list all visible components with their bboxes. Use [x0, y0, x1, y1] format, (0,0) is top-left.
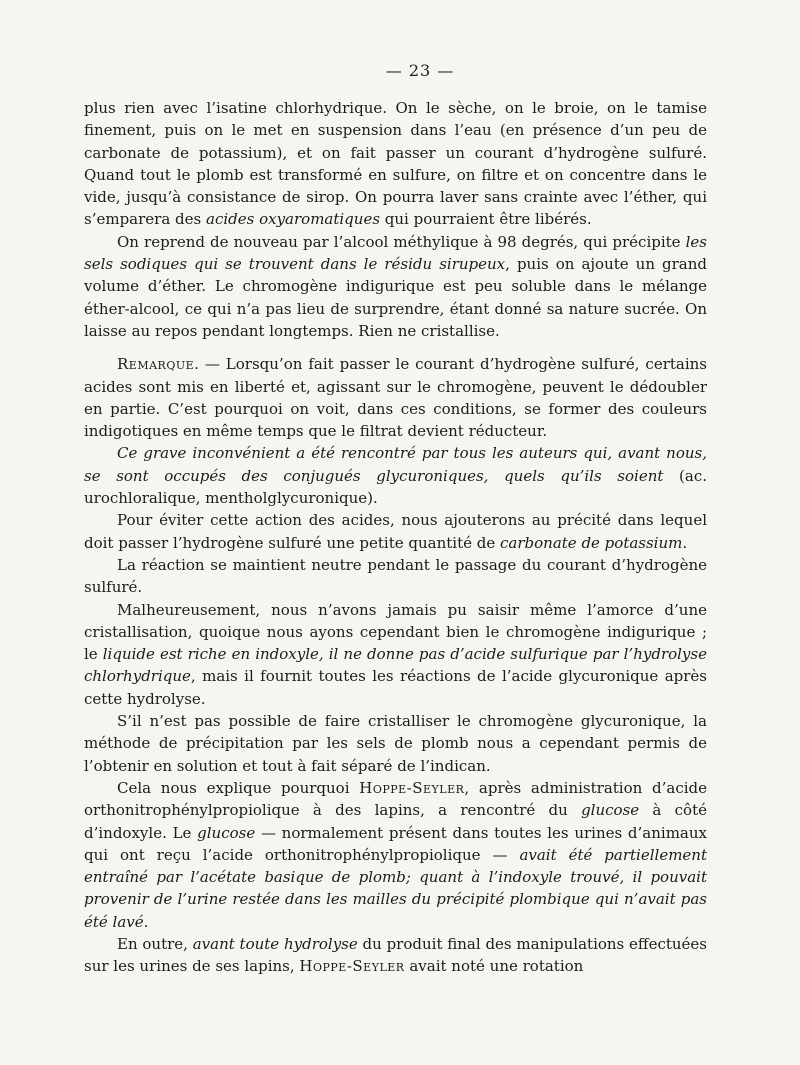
paragraph [84, 554, 707, 599]
paragraph [84, 97, 707, 231]
small-caps-text: Hoppe-Seyler [359, 778, 465, 797]
paragraph [84, 599, 707, 710]
paragraph [84, 710, 707, 777]
text-run: — normalement présent dans toutes les urines d’animaux qui ont reçu l’acide orthonitrophénylpropiolique — [84, 823, 707, 864]
italic-text: acides oxyaromatiques [206, 210, 381, 229]
paragraph [84, 509, 707, 554]
text-run: . [682, 533, 688, 552]
text-run: , après administration d’acide orthonitrophénylpropiolique à des lapins, a rencontré du [84, 778, 707, 820]
paragraph [84, 933, 707, 978]
italic-text: avant toute hydrolyse [192, 934, 358, 953]
text-run: qui pourraient être libérés. [380, 210, 592, 229]
text-run: La réaction se maintient neutre pendant le passage du courant d’hydrogène sulfuré. [84, 555, 707, 597]
text-run: Cela nous explique pourquoi [117, 778, 360, 797]
italic-text: les sels sodiques qui se trouvent dans le résidu sirupeux [84, 232, 707, 274]
italic-text: carbonate de potassium [500, 533, 683, 552]
text-run: plus rien avec l’isatine chlorhydrique. On le sèche, on le broie, on le tamise finement, puis on le met en suspension dans l’eau (en présence d’un peu de carbonate de potassium), et on fait passer un courant d’hydrogène sulfuré. Quand tout le plomb est transformé en sulfure, on filtre et on concentre dans le vide, jusqu’à consistance de sirop. On pourra laver sans crainte avec l’éther, qui s’emparera des [84, 99, 707, 229]
text-run: S’il n’est pas possible de faire cristalliser le chromogène glycuronique, la méthode de précipitation par les sels de plomb nous a cependant permis de l’obtenir en solution et tout à fait séparé de l’indican. [84, 712, 707, 775]
text-run: Pour éviter cette action des acides, nous ajouterons au précité dans lequel doit passer l’hydrogène sulfuré une petite quantité de [84, 511, 707, 552]
small-caps-text: Hoppe-Seyler [299, 957, 405, 976]
text-run: (ac. urochloralique, mentholglycuronique). [84, 466, 707, 508]
italic-text: Ce grave inconvénient a été rencontré par tous les auteurs qui, avant nous, se sont occupés des conjugués glycuroniques, quels qu’ils soient [84, 444, 707, 485]
text-run: avait noté une rotation [404, 957, 584, 976]
text-run: à côté d’indoxyle. Le [84, 801, 707, 842]
text-run: En outre, [117, 934, 193, 953]
text-run: On reprend de nouveau par l’alcool méthylique à 98 degrés, qui précipite [117, 232, 686, 251]
paragraph [84, 231, 707, 342]
italic-text: glucose [197, 823, 256, 842]
text-run: . — Lorsqu’on fait passer le courant d’hydrogène sulfuré, certains acides sont mis en liberté et, agissant sur le chromogène, peuvent le dédoubler en partie. C’est pourquoi on voit, dans ces conditions, se former des couleurs indigotiques en même temps que le filtrat devient réducteur. [84, 355, 707, 441]
italic-text: glucose [581, 801, 640, 820]
text-run: Malheureusement, nous n’avons jamais pu saisir même l’amorce d’une cristallisation, quoique nous ayons cependant bien le chromogène indigurique ; le [84, 600, 707, 664]
text-run: du produit final des manipulations effectuées sur les urines de ses lapins, [84, 934, 707, 976]
italic-text: avait été partiellement entraîné par l’acétate basique de plomb; quant à l’indoxyle trouvé, il pouvait provenir de l’urine restée dans les mailles du précipité plombique qui n’avait pas été lavé. [84, 845, 707, 931]
text-run: , puis on ajoute un grand volume d’éther. Le chromogène indigurique est peu soluble dans le mélange éther-alcool, ce qui n’a pas lieu de surprendre, étant donné sa nature sucrée. On laisse au repos pendant longtemps. Rien ne cristallise. [84, 255, 707, 340]
page-number: — 23 — [385, 61, 455, 80]
paragraph [84, 353, 707, 442]
paragraph [84, 777, 707, 933]
small-caps-text: Remarque [117, 355, 195, 374]
body-text [84, 97, 707, 978]
italic-text: liquide est riche en indoxyle, il ne donne pas d’acide sulfurique par l’hydrolyse chlorhydrique [84, 645, 707, 686]
text-run: , mais il fournit toutes les réactions de l’acide glycuronique après cette hydrolyse. [84, 667, 707, 708]
paragraph [84, 442, 707, 509]
